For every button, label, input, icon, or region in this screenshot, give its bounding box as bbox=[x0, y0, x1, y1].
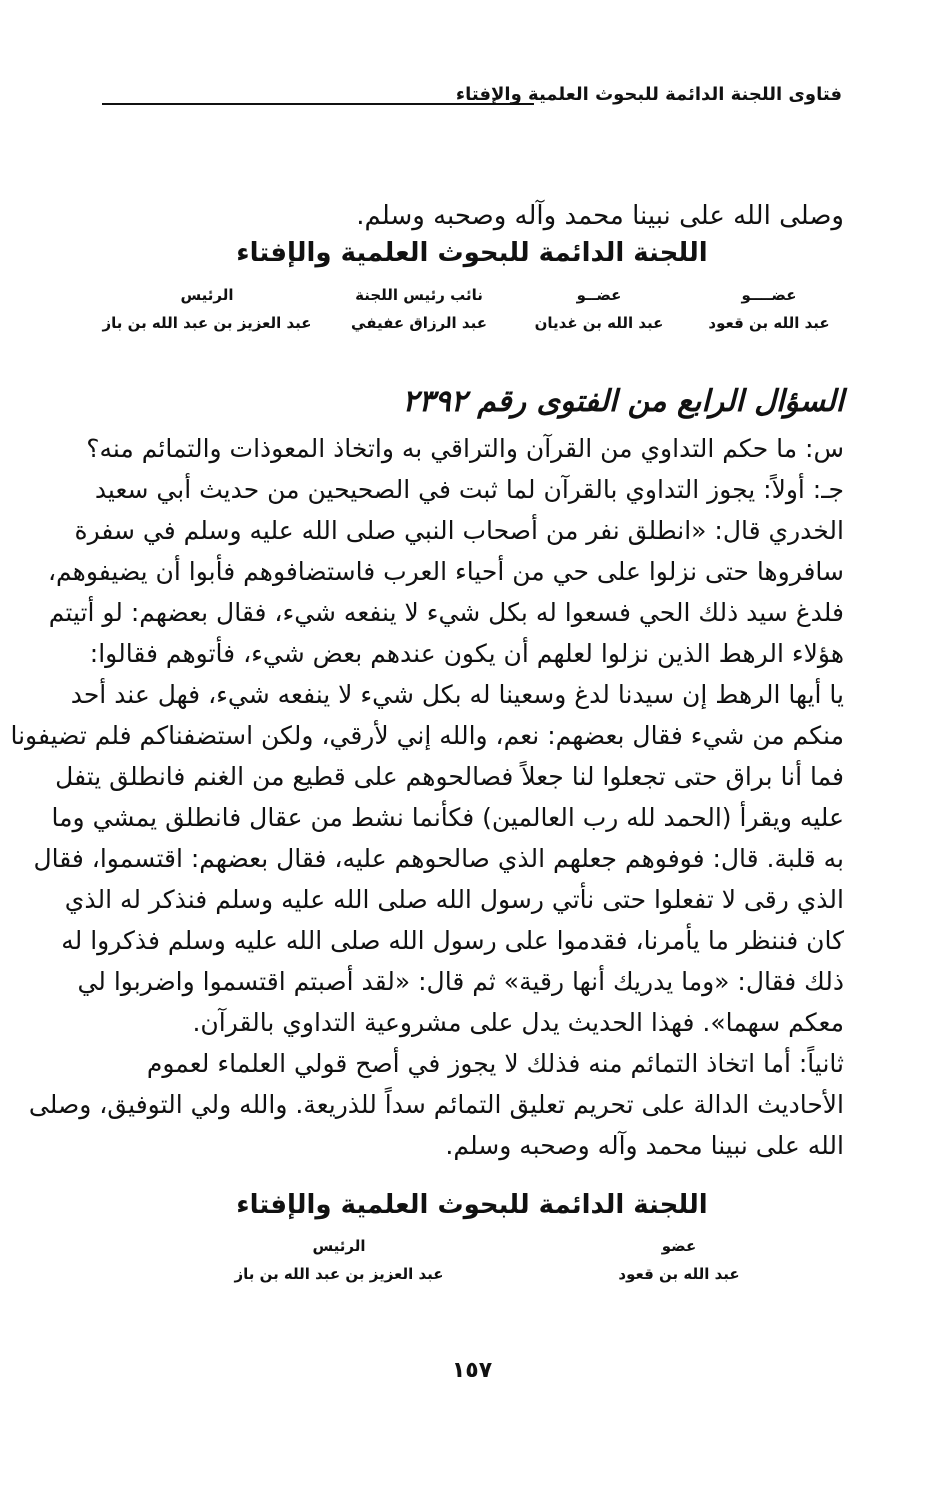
running-header bbox=[102, 84, 842, 114]
body-line: منكم من شيء فقال بعضهم: نعم، والله إني لأرقي، ولكن استضفناكم فلم تضيفونا bbox=[10, 721, 844, 750]
body-line: الأحاديث الدالة على تحريم تعليق التمائم سداً للذريعة. والله ولي التوفيق، وصلى bbox=[28, 1090, 844, 1119]
signatory bbox=[524, 284, 674, 340]
body-line: معكم سهما». فهذا الحديث يدل على مشروعية التداوي بالقرآن. bbox=[192, 1008, 844, 1037]
signatory-name: عبد الرزاق عفيفي bbox=[351, 314, 487, 332]
signatory-name: عبد العزيز بن عبد الله بن باز bbox=[234, 1265, 444, 1283]
signatory-name: عبد الله بن قعود bbox=[618, 1265, 740, 1283]
signatory-role: الرئيس bbox=[312, 1237, 366, 1255]
signatory bbox=[694, 284, 844, 340]
signatory bbox=[100, 284, 314, 340]
signatory-role: الرئيس bbox=[180, 286, 234, 304]
body-line: عليه ويقرأ (الحمد لله رب العالمين) فكأنما نشط من عقال فانطلق يمشي وما bbox=[51, 803, 844, 832]
question-heading: السؤال الرابع من الفتوى رقم ٢٣٩٢ bbox=[402, 384, 844, 419]
signatories-1 bbox=[100, 284, 844, 348]
body-line: س: ما حكم التداوي من القرآن والتراقي به واتخاذ المعوذات والتمائم منه؟ bbox=[86, 434, 844, 463]
signatory-name: عبد الله بن غديان bbox=[534, 314, 664, 332]
running-header-rule bbox=[102, 103, 534, 105]
signatory-role: عضو bbox=[661, 1237, 697, 1255]
signatory-role: نائب رئيس اللجنة bbox=[355, 286, 483, 304]
running-header-title: فتاوى اللجنة الدائمة للبحوث العلمية والإفتاء bbox=[455, 84, 842, 105]
signatories-2 bbox=[100, 1235, 844, 1299]
signatory bbox=[214, 1235, 464, 1291]
committee-title-1: اللجنة الدائمة للبحوث العلمية والإفتاء bbox=[236, 238, 708, 268]
body-line: فلدغ سيد ذلك الحي فسعوا له بكل شيء لا ينفعه شيء، فقال بعضهم: لو أتيتم bbox=[48, 598, 844, 627]
closing-prayer-text: وصلى الله على نبينا محمد وآله وصحبه وسلم. bbox=[356, 201, 844, 231]
signatory bbox=[604, 1235, 754, 1291]
body-line: ذلك فقال: «وما يدريك أنها رقية» ثم قال: «لقد أصبتم اقتسموا واضربوا لي bbox=[77, 967, 844, 996]
signatory-role: عضــــو bbox=[741, 286, 797, 304]
signatory-name: عبد الله بن قعود bbox=[708, 314, 830, 332]
signatory-role: عضــو bbox=[576, 286, 622, 304]
body-line: ثانياً: أما اتخاذ التمائم منه فذلك لا يجوز في أصح قولي العلماء لعموم bbox=[146, 1049, 844, 1078]
body-line: الذي رقى لا تفعلوا حتى نأتي رسول الله صلى الله عليه وسلم فنذكر له الذي bbox=[64, 885, 844, 914]
body-line: هؤلاء الرهط الذين نزلوا لعلهم أن يكون عندهم بعض شيء، فأتوهم فقالوا: bbox=[89, 639, 844, 668]
body-line: به قلبة. قال: فوفوهم جعلهم الذي صالحوهم عليه، فقال بعضهم: اقتسموا، فقال bbox=[33, 844, 844, 873]
signatory bbox=[344, 284, 494, 340]
body-line: كان فننظر ما يأمرنا، فقدموا على رسول الله صلى الله عليه وسلم فذكروا له bbox=[61, 926, 844, 955]
page-number: ١٥٧ bbox=[451, 1358, 493, 1383]
body-line: جـ: أولاً: يجوز التداوي بالقرآن لما ثبت في الصحيحين من حديث أبي سعيد bbox=[94, 475, 844, 504]
body-line: سافروها حتى نزلوا على حي من أحياء العرب فاستضافوهم فأبوا أن يضيفوهم، bbox=[47, 557, 844, 586]
body-line: يا أيها الرهط إن سيدنا لدغ وسعينا له بكل شيء لا ينفعه شيء، فهل عند أحد bbox=[70, 680, 844, 709]
body-line: الخدري قال: «انطلق نفر من أصحاب النبي صلى الله عليه وسلم في سفرة bbox=[74, 516, 844, 545]
body-line: الله على نبينا محمد وآله وصحبه وسلم. bbox=[445, 1131, 844, 1160]
closing-prayer-1 bbox=[100, 196, 844, 236]
committee-title-2: اللجنة الدائمة للبحوث العلمية والإفتاء bbox=[236, 1190, 708, 1220]
fatwa-body bbox=[10, 428, 844, 1166]
signatory-name: عبد العزيز بن عبد الله بن باز bbox=[102, 314, 312, 332]
body-line: فما أنا براق حتى تجعلوا لنا جعلاً فصالحوهم على قطيع من الغنم فانطلق يتفل bbox=[55, 762, 844, 791]
